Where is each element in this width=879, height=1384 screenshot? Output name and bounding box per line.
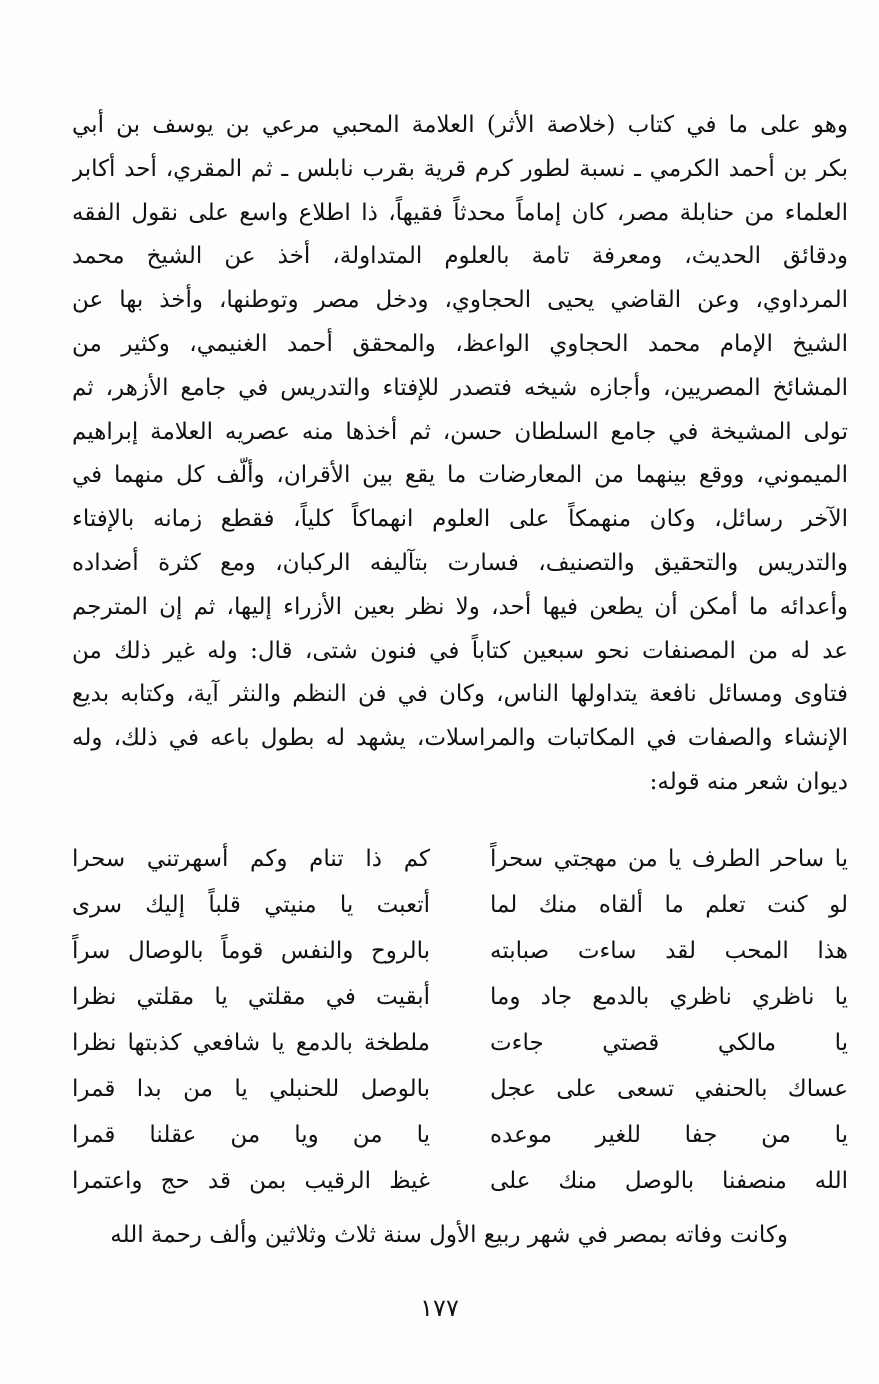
verse-first-half: يا من جفا للغير موعده [490, 1122, 848, 1148]
verse-second-half: أتعبت يا منيتي قلباً إليك سرى [72, 892, 430, 918]
verse-second-half: بالوصل للحنبلي يا من بدا قمرا [72, 1076, 430, 1102]
verse-first-half: هذا المحب لقد ساءت صبابته [490, 938, 848, 964]
poem-verse [72, 1020, 848, 1066]
poem-verse [72, 1112, 848, 1158]
paragraph-line: العلماء من حنابلة مصر، كان إماماً محدثاً فقيهاً، ذا اطلاع واسع على نقول الفقه [72, 199, 848, 226]
verse-first-half: يا مالكي قصتي جاءت [490, 1030, 848, 1056]
paragraph-line: فتاوى ومسائل نافعة يتداولها الناس، وكان في فن النظم والنثر آية، وكتابه بديع [72, 681, 848, 708]
paragraph-line: المشائخ المصريين، وأجازه شيخه فتصدر للإفتاء والتدريس في جامع الأزهر، ثم [72, 374, 848, 401]
verse-first-half: عساك بالحنفي تسعى على عجل [490, 1076, 848, 1102]
poem-block [72, 836, 848, 1204]
biography-paragraph [72, 104, 848, 805]
paragraph-line: تولى المشيخة في جامع السلطان حسن، ثم أخذها منه عصريه العلامة إبراهيم [72, 418, 848, 445]
verse-second-half: بالروح والنفس قوماً بالوصال سراً [72, 938, 430, 964]
paragraph-line: الإنشاء والصفات في المكاتبات والمراسلات، يشهد له بطول باعه في ذلك، وله [72, 725, 848, 752]
verse-second-half: كم ذا تنام وكم أسهرتني سحرا [72, 846, 430, 872]
paragraph-line: عد له من المصنفات نحو سبعين كتاباً في فنون شتى، قال: وله غير ذلك من [72, 637, 848, 664]
paragraph-line: بكر بن أحمد الكرمي ـ نسبة لطور كرم قرية بقرب نابلس ـ ثم المقري، أحد أكابر [72, 155, 848, 182]
paragraph-line: الآخر رسائل، وكان منهمكاً على العلوم انهماكاً كلياً، فقطع زمانه بالإفتاء [72, 506, 848, 533]
verse-first-half: يا ناظري ناظري بالدمع جاد وما [490, 984, 848, 1010]
verse-first-half: الله منصفنا بالوصل منك على [490, 1168, 848, 1194]
paragraph-line: الميموني، ووقع بينهما من المعارضات ما يقع بين الأقران، وألّف كل منهما في [72, 462, 848, 489]
verse-second-half: أبقيت في مقلتي يا مقلتي نظرا [72, 984, 430, 1010]
verse-second-half: ملطخة بالدمع يا شافعي كذبتها نظرا [72, 1030, 430, 1056]
poem-verse [72, 1158, 848, 1204]
paragraph-line: ودقائق الحديث، ومعرفة تامة بالعلوم المتداولة، أخذ عن الشيخ محمد [72, 243, 848, 270]
closing-line: وكانت وفاته بمصر في شهر ربيع الأول سنة ثلاث وثلاثين وألف رحمة الله [110, 1222, 788, 1248]
paragraph-line: المرداوي، وعن القاضي يحيى الحجاوي، ودخل مصر وتوطنها، وأخذ بها عن [72, 287, 848, 314]
poem-verse [72, 928, 848, 974]
paragraph-line: والتدريس والتحقيق والتصنيف، فسارت بتآليفه الركبان، ومع كثرة أضداده [72, 549, 848, 576]
paragraph-line: وأعدائه ما أمكن أن يطعن فيها أحد، ولا نظر بعين الأزراء إليها، ثم إن المترجم [72, 593, 848, 620]
poem-verse [72, 974, 848, 1020]
page-number: ١٧٧ [420, 1294, 459, 1322]
paragraph-line: ديوان شعر منه قوله: [649, 768, 848, 795]
verse-second-half: يا من ويا من عقلنا قمرا [72, 1122, 430, 1148]
paragraph-line: وهو على ما في كتاب (خلاصة الأثر) العلامة المحبي مرعي بن يوسف بن أبي [72, 112, 848, 138]
poem-verse [72, 836, 848, 882]
paragraph-line: الشيخ الإمام محمد الحجاوي الواعظ، والمحقق أحمد الغنيمي، وكثير من [72, 330, 848, 357]
poem-verse [72, 1066, 848, 1112]
verse-first-half: يا ساحر الطرف يا من مهجتي سحراً [490, 846, 848, 872]
poem-verse [72, 882, 848, 928]
verse-second-half: غيظ الرقيب بمن قد حج واعتمرا [72, 1168, 430, 1194]
verse-first-half: لو كنت تعلم ما ألقاه منك لما [490, 892, 848, 918]
